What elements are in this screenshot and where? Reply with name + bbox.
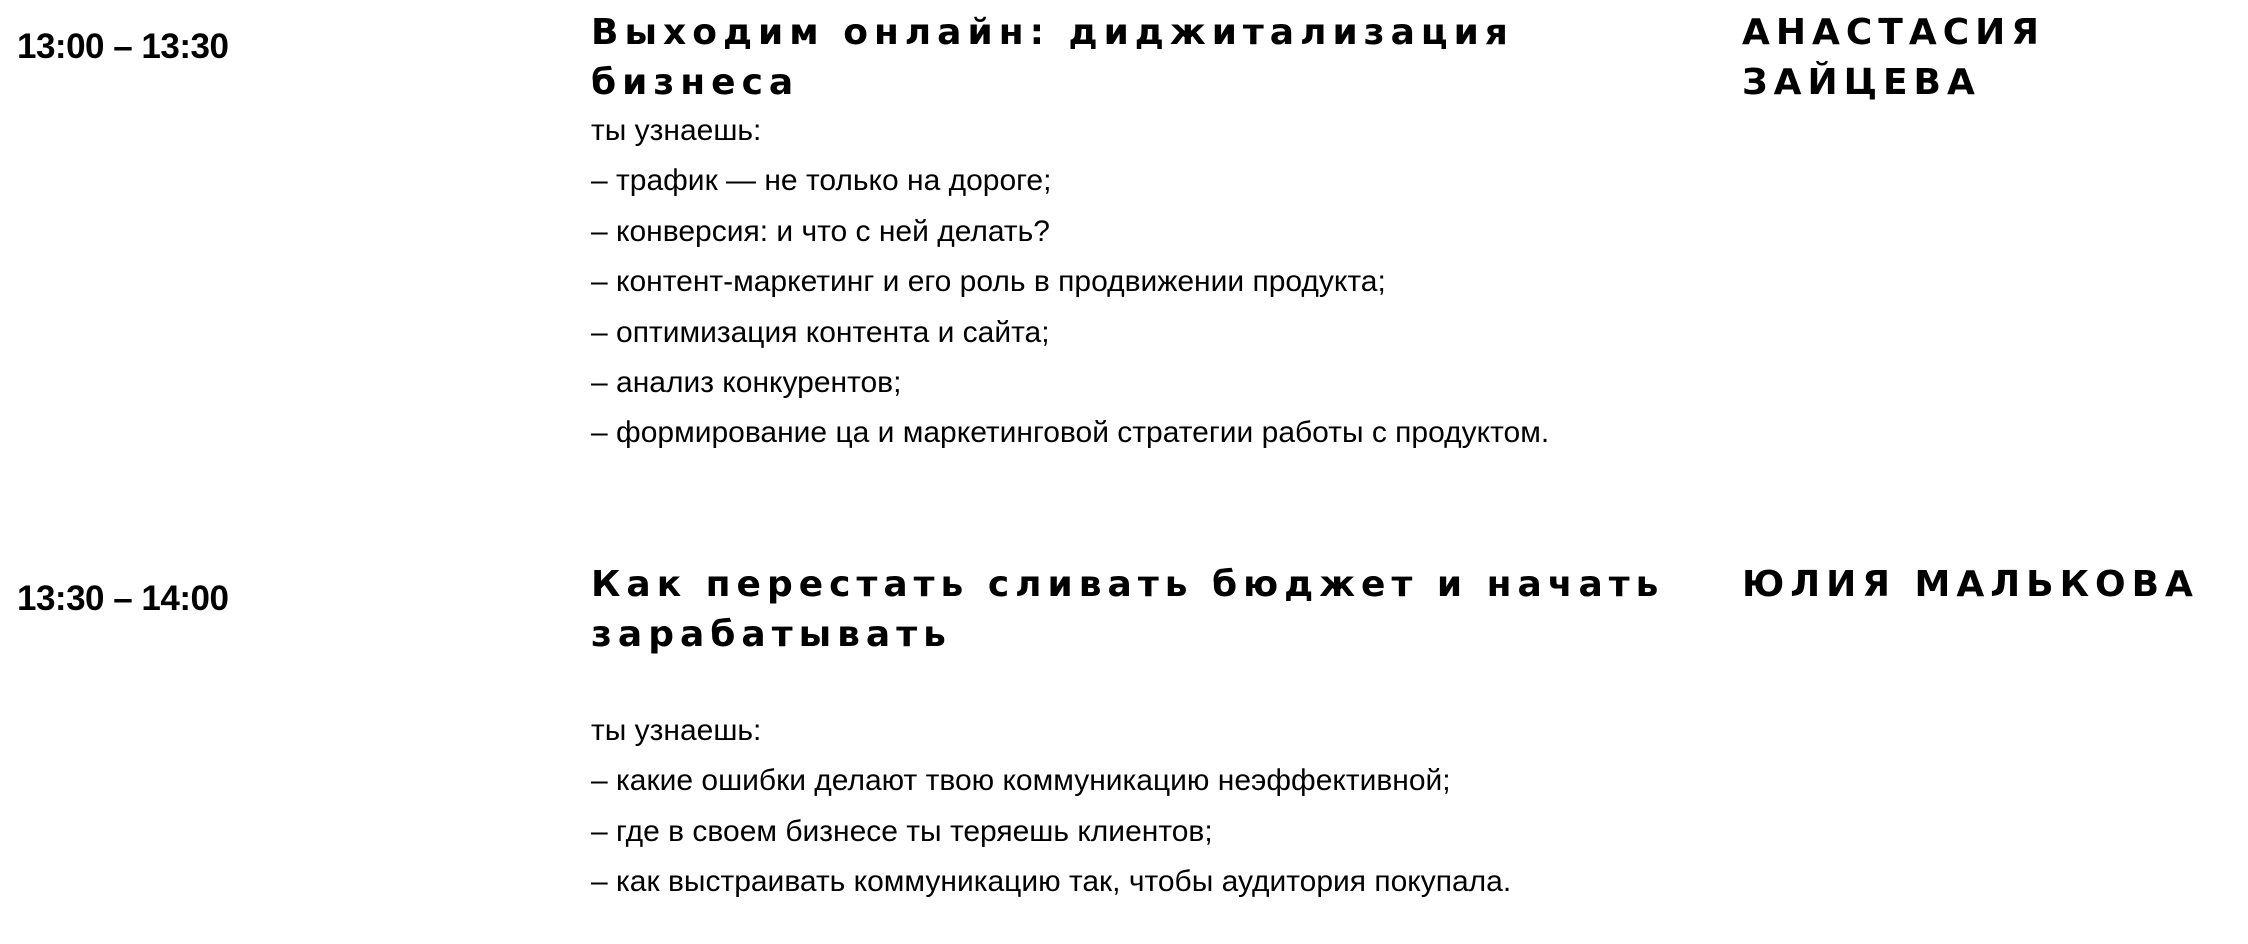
- session-title-line: зарабатывать: [591, 614, 952, 655]
- details-point: – какие ошибки делают твою коммуникацию неэффективной;: [591, 764, 1451, 798]
- details-point: – трафик — не только на дороге;: [591, 164, 1052, 198]
- details-point: – где в своем бизнесе ты теряешь клиентов;: [591, 814, 1213, 848]
- details-point: – как выстраивать коммуникацию так, чтобы аудитория покупала.: [591, 865, 1512, 899]
- details-point: – контент-маркетинг и его роль в продвижении продукта;: [591, 265, 1386, 299]
- session-time: 13:00 – 13:30: [17, 27, 229, 66]
- session-title-line: Как перестать сливать бюджет и начать: [591, 564, 1665, 605]
- session-title: Выходим онлайн: диджитализация бизнеса: [591, 12, 1514, 103]
- session-time: 13:30 – 14:00: [17, 579, 229, 618]
- session-details: [591, 106, 1721, 459]
- speaker-name-line: АНАСТАСИЯ: [1742, 12, 2045, 53]
- details-point: – конверсия: и что с ней делать?: [591, 214, 1050, 248]
- speaker-name-line: ЗАЙЦЕВА: [1742, 62, 1981, 103]
- session-details: [591, 706, 1721, 908]
- details-point: – анализ конкурентов;: [591, 366, 902, 400]
- details-intro: ты узнаешь:: [591, 114, 762, 147]
- details-intro: ты узнаешь:: [591, 714, 762, 747]
- speaker-name: [1742, 8, 2222, 108]
- details-point: – оптимизация контента и сайта;: [591, 315, 1050, 349]
- session-title: [591, 560, 1701, 660]
- speaker-name: ЮЛИЯ МАЛЬКОВА: [1742, 564, 2199, 605]
- details-point: – формирование ца и маркетинговой стратегии работы с продуктом.: [591, 416, 1550, 450]
